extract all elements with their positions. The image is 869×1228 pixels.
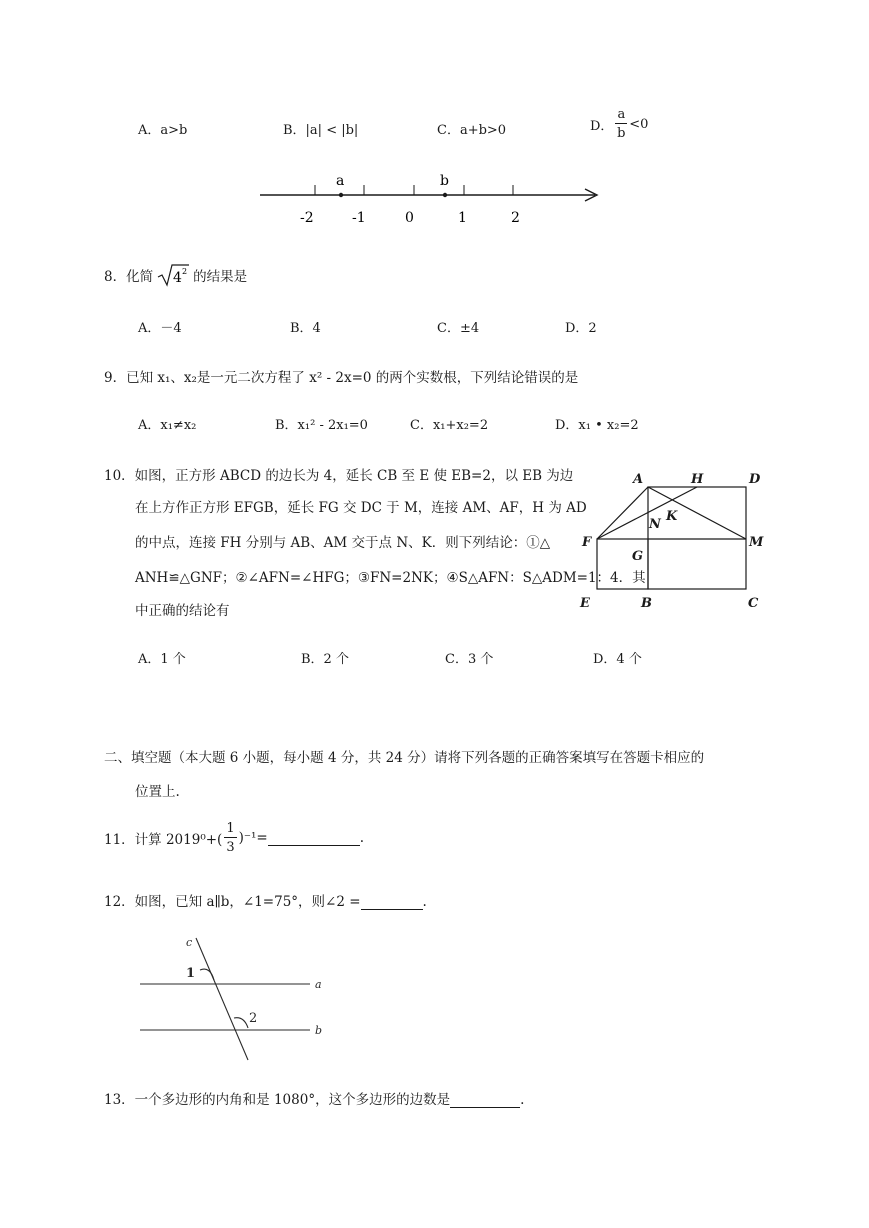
q7-option-d-suffix: <0 (629, 116, 649, 132)
q12-stem-text: 12．如图，已知 a∥b，∠1=75°，则∠2 = (104, 894, 361, 910)
q10-line-2: 在上方作正方形 EFGB，延长 FG 交 DC 于 M，连接 AM、AF，H 为 AD (135, 500, 587, 516)
parallel-lines-figure (130, 930, 340, 1065)
q12-stem (104, 890, 427, 910)
q12-answer-blank[interactable] (361, 895, 423, 910)
q11-end: . (359, 830, 365, 846)
q13-end: . (520, 1092, 525, 1108)
square-abcd (648, 487, 746, 589)
q12-end: . (422, 894, 427, 910)
q9-option-b: B．x₁² - 2x₁=0 (275, 418, 368, 433)
q10-line-3: 的中点，连接 FH 分别与 AB、AM 交于点 N、K．则下列结论：①△ (135, 535, 551, 551)
q11-answer-blank[interactable] (268, 831, 360, 846)
tick-label: 2 (511, 210, 520, 226)
q9-option-a: A．x₁≠x₂ (138, 418, 197, 433)
q9-stem: 9．已知 x₁、x₂是一元二次方程了 x² - 2x=0 的两个实数根，下列结论错误的是 (104, 370, 579, 386)
q11-suffix: )⁻¹= (238, 830, 268, 846)
tick-label: -2 (300, 210, 314, 226)
label-g: G (632, 549, 644, 564)
label-f: F (582, 535, 592, 550)
angle-1-arc-icon (200, 969, 214, 980)
q7-option-a: A．a>b (138, 123, 188, 138)
q13-answer-blank[interactable] (450, 1093, 520, 1108)
q7-option-d (590, 108, 648, 140)
q8-option-b: B．4 (290, 321, 321, 336)
q10-option-c: C．3 个 (445, 652, 494, 667)
q11-denominator: 3 (226, 840, 235, 855)
q8-radicand: 4 (173, 270, 183, 286)
point-b-dot (443, 193, 447, 197)
label-c: c (186, 936, 193, 949)
q8-option-d: D．2 (565, 321, 597, 336)
label-angle-1: 1 (186, 966, 196, 981)
label-k: K (666, 509, 678, 524)
q8-option-a: A．－4 (138, 321, 182, 336)
segment-fh (597, 487, 697, 539)
q7-option-d-fraction (615, 108, 627, 140)
q10-line-1: 10．如图，正方形 ABCD 的边长为 4，延长 CB 至 E 使 EB=2，以 EB 为边 (104, 468, 574, 484)
q7-option-b: B．|a| < |b| (283, 123, 359, 138)
q7-option-c: C．a+b>0 (437, 123, 507, 138)
q11-prefix: 11．计算 2019⁰+( (104, 832, 223, 848)
q9-option-d: D．x₁ • x₂=2 (555, 418, 639, 433)
q11-numerator: 1 (226, 821, 235, 836)
label-angle-2: 2 (249, 1011, 258, 1026)
square-geometry-figure (570, 462, 770, 617)
label-a: A (633, 472, 644, 487)
segment-af (597, 487, 648, 539)
q9-option-c: C．x₁+x₂=2 (410, 418, 489, 433)
q8-stem (104, 262, 247, 288)
q11-stem (104, 822, 364, 854)
label-d: D (749, 472, 761, 487)
segment-am (648, 487, 746, 539)
q10-option-d: D．4 个 (593, 652, 642, 667)
square-efgb (597, 539, 648, 589)
q10-line-5: 中正确的结论有 (135, 603, 230, 619)
section-2-heading-line-2: 位置上. (135, 784, 180, 800)
q10-option-b: B．2 个 (301, 652, 349, 667)
point-a-dot (339, 193, 343, 197)
sqrt-icon (156, 262, 190, 288)
tick-label: 0 (405, 210, 414, 226)
label-e: E (580, 596, 590, 611)
tick-label: 1 (458, 210, 467, 226)
q7-option-d-numerator: a (617, 107, 626, 122)
q8-exponent: 2 (182, 267, 188, 276)
tick-label: -1 (352, 210, 366, 226)
number-line-figure (250, 165, 610, 235)
q11-fraction (224, 822, 236, 854)
label-b: B (641, 596, 652, 611)
q13-stem-text: 13．一个多边形的内角和是 1080°，这个多边形的边数是 (104, 1092, 451, 1108)
label-b: b (315, 1024, 323, 1037)
q8-stem-suffix: 的结果是 (193, 269, 248, 285)
section-2-heading: 二、填空题（本大题 6 小题，每小题 4 分，共 24 分）请将下列各题的正确答案填写在答题卡相应的 (104, 750, 705, 766)
label-a: a (315, 978, 322, 991)
label-c: C (748, 596, 759, 611)
point-b-label: b (440, 173, 449, 189)
q7-option-d-prefix: D． (590, 118, 614, 134)
transversal-c (196, 938, 248, 1060)
q10-option-a: A．1 个 (138, 652, 186, 667)
q10-line-4: ANH≌△GNF；②∠AFN=∠HFG；③FN=2NK；④S△AFN：S△ADM=1：4．其 (135, 570, 646, 586)
label-m: M (749, 535, 764, 550)
label-h: H (691, 472, 704, 487)
q8-stem-prefix: 8．化简 (104, 269, 154, 285)
q7-option-d-denominator: b (617, 126, 626, 141)
angle-2-arc-icon (234, 1018, 248, 1028)
label-n: N (649, 517, 661, 532)
q13-stem (104, 1088, 524, 1108)
point-a-label: a (336, 173, 345, 189)
q8-option-c: C．±4 (437, 321, 480, 336)
